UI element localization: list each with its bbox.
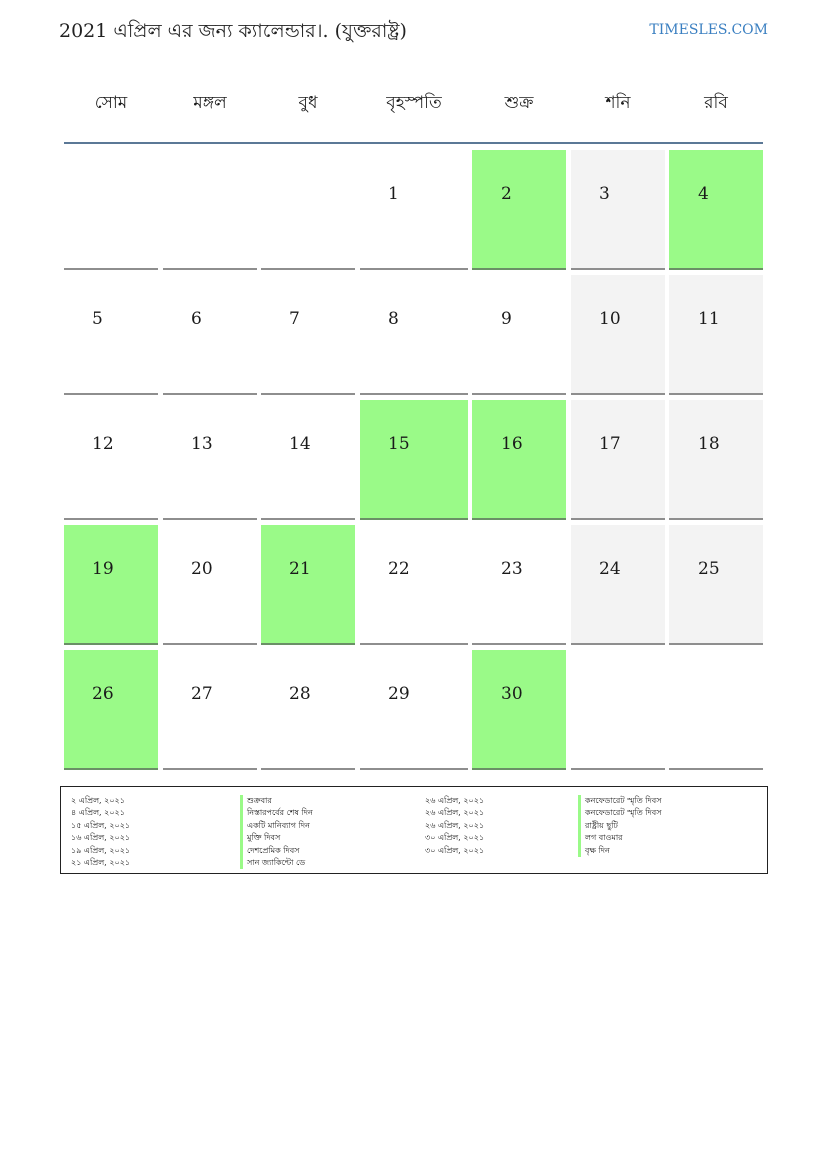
- day-number: 30: [501, 684, 523, 704]
- day-cell[interactable]: [261, 275, 355, 395]
- day-number: 6: [191, 309, 202, 329]
- day-number: 25: [698, 559, 720, 579]
- day-cell[interactable]: [669, 275, 763, 395]
- day-cell[interactable]: [472, 400, 566, 520]
- day-number: 9: [501, 309, 512, 329]
- legend-item: ৪ এপ্রিল, ২০২১: [71, 808, 125, 818]
- legend-right-names: [585, 795, 661, 857]
- day-cell: [163, 150, 257, 270]
- day-number: 8: [388, 309, 399, 329]
- legend-right-dates: [425, 795, 484, 857]
- day-number: 20: [191, 559, 213, 579]
- day-number: 29: [388, 684, 410, 704]
- legend-item: ২৬ এপ্রিল, ২০২১: [425, 820, 485, 830]
- day-number: 17: [599, 434, 621, 454]
- day-cell[interactable]: [571, 150, 665, 270]
- day-cell[interactable]: [360, 400, 468, 520]
- day-number: 13: [191, 434, 213, 454]
- site-link[interactable]: TIMESLES.COM: [649, 22, 768, 38]
- day-number: 24: [599, 559, 621, 579]
- weekday-label: সোম: [94, 93, 128, 113]
- day-cell[interactable]: [64, 400, 158, 520]
- legend-item: ২৬ এপ্রিল, ২০২১: [425, 808, 485, 818]
- day-cell: [571, 650, 665, 770]
- day-number: 3: [599, 184, 610, 204]
- weekday-label: শনি: [605, 93, 631, 113]
- day-number: 1: [388, 184, 399, 204]
- weekday-label: বুধ: [298, 93, 318, 113]
- legend-item: বৃক্ষ দিন: [578, 845, 661, 857]
- legend-item: ১৯ এপ্রিল, ২০২১: [71, 845, 131, 855]
- day-cell[interactable]: [64, 525, 158, 645]
- day-cell[interactable]: [163, 400, 257, 520]
- day-cell[interactable]: [261, 400, 355, 520]
- day-cell[interactable]: [163, 650, 257, 770]
- day-cell: [64, 150, 158, 270]
- legend-item: নিস্তারপর্বের শেষ দিন: [240, 807, 313, 819]
- day-cell[interactable]: [472, 150, 566, 270]
- weekday-label: মঙ্গল: [193, 93, 227, 113]
- day-cell[interactable]: [64, 650, 158, 770]
- legend-item: ২১ এপ্রিল, ২০২১: [71, 858, 131, 868]
- day-cell[interactable]: [571, 525, 665, 645]
- day-number: 12: [92, 434, 114, 454]
- day-number: 26: [92, 684, 114, 704]
- day-cell[interactable]: [360, 525, 468, 645]
- legend-item: শুক্রবার: [240, 795, 313, 807]
- legend-item: মুক্তি দিবস: [240, 832, 313, 844]
- legend-item: সান জ্যাকিন্টো ডে: [240, 857, 313, 869]
- day-number: 10: [599, 309, 621, 329]
- day-cell[interactable]: [472, 650, 566, 770]
- legend-item: ১৬ এপ্রিল, ২০২১: [71, 833, 131, 843]
- day-number: 27: [191, 684, 213, 704]
- weekday-label: রবি: [704, 93, 728, 113]
- weekday-label: শুক্র: [504, 93, 534, 113]
- day-number: 16: [501, 434, 523, 454]
- day-cell[interactable]: [163, 525, 257, 645]
- day-cell[interactable]: [360, 275, 468, 395]
- legend-left-dates: [71, 795, 130, 869]
- legend-item: রাষ্ট্রীয় ছুটি: [578, 820, 661, 832]
- day-cell: [669, 650, 763, 770]
- day-cell[interactable]: [669, 400, 763, 520]
- holiday-legend: [60, 786, 768, 874]
- weekday-label: বৃহস্পতি: [386, 93, 442, 113]
- day-number: 28: [289, 684, 311, 704]
- day-cell[interactable]: [163, 275, 257, 395]
- day-cell[interactable]: [360, 150, 468, 270]
- day-cell[interactable]: [571, 275, 665, 395]
- day-number: 2: [501, 184, 512, 204]
- day-number: 14: [289, 434, 311, 454]
- day-cell[interactable]: [571, 400, 665, 520]
- legend-item: লগ বাওমার: [578, 832, 661, 844]
- day-number: 21: [289, 559, 311, 579]
- day-number: 4: [698, 184, 709, 204]
- day-number: 7: [289, 309, 300, 329]
- day-number: 22: [388, 559, 410, 579]
- legend-item: দেশপ্রেমিক দিবস: [240, 845, 313, 857]
- day-cell[interactable]: [261, 525, 355, 645]
- day-cell: [261, 150, 355, 270]
- legend-item: ২৬ এপ্রিল, ২০২১: [425, 796, 485, 805]
- day-number: 11: [698, 309, 720, 329]
- legend-item: ১৫ এপ্রিল, ২০২১: [71, 820, 131, 830]
- day-number: 19: [92, 559, 114, 579]
- legend-item: একটি মানিব্যাগ দিন: [240, 820, 313, 832]
- day-cell[interactable]: [360, 650, 468, 770]
- legend-left-names: [247, 795, 313, 869]
- day-cell[interactable]: [669, 150, 763, 270]
- day-number: 18: [698, 434, 720, 454]
- day-number: 23: [501, 559, 523, 579]
- legend-item: কনফেডারেট স্মৃতি দিবস: [578, 795, 661, 807]
- legend-item: ৩০ এপ্রিল, ২০২১: [425, 833, 485, 843]
- day-cell[interactable]: [261, 650, 355, 770]
- day-cell[interactable]: [64, 275, 158, 395]
- legend-item: ২ এপ্রিল, ২০২১: [71, 796, 125, 805]
- header-divider: [64, 142, 763, 144]
- day-cell[interactable]: [669, 525, 763, 645]
- page-title: 2021 এপ্রিল এর জন্য ক্যালেন্ডার।. (যুক্তরাষ্ট্র): [59, 20, 407, 42]
- day-number: 5: [92, 309, 103, 329]
- day-cell[interactable]: [472, 275, 566, 395]
- legend-item: কনফেডারেট স্মৃতি দিবস: [578, 807, 661, 819]
- day-cell[interactable]: [472, 525, 566, 645]
- legend-item: ৩০ এপ্রিল, ২০২১: [425, 845, 485, 855]
- day-number: 15: [388, 434, 410, 454]
